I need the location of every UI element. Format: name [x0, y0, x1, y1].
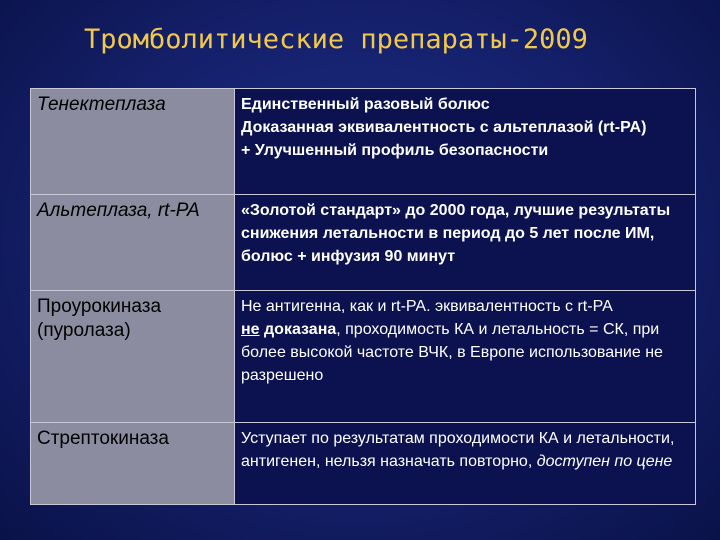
description-line: + Улучшенный профиль безопасности — [241, 142, 549, 159]
table-row — [31, 423, 696, 505]
drug-name-prourokinase: Проурокиназа (пуролаза) — [31, 291, 235, 423]
negation-text: не — [241, 321, 260, 338]
description-line: Доказанная эквивалентность с альтеплазой (rt-PA) — [241, 119, 647, 136]
table-row — [31, 195, 696, 291]
description-text: Уступает по результатам проходимости КА и летальности, антигенен, нельзя назначать повторно, — [241, 430, 675, 470]
slide-title: Тромболитические препараты-2009 — [84, 24, 588, 55]
drug-description-streptokinase — [235, 423, 696, 505]
description-line — [241, 318, 689, 387]
drug-description-prourokinase — [235, 291, 696, 423]
drug-description-alteplase: «Золотой стандарт» до 2000 года, лучшие результаты снижения летальности в период до 5 лет после ИМ, болюс + инфузия 90 минут — [235, 195, 696, 291]
description-line: Не антигенна, как и rt-PA. эквивалентность с rt-PA — [241, 298, 613, 315]
drugs-table — [30, 88, 696, 505]
drug-name-tenecteplase: Тенектеплаза — [31, 89, 235, 195]
table-row — [31, 291, 696, 423]
price-note: доступен по цене — [536, 453, 673, 470]
proven-text: доказана — [264, 321, 337, 338]
drug-description-tenecteplase — [235, 89, 696, 195]
description-line: Единственный разовый болюс — [241, 96, 490, 113]
drug-name-alteplase: Альтеплаза, rt-PA — [31, 195, 235, 291]
description-rest: , проходимость КА и летальность = СК, при более высокой частоте ВЧК, в Европе использование не разрешено — [241, 321, 663, 384]
drug-name-streptokinase: Стрептокиназа — [31, 423, 235, 505]
table-row — [31, 89, 696, 195]
